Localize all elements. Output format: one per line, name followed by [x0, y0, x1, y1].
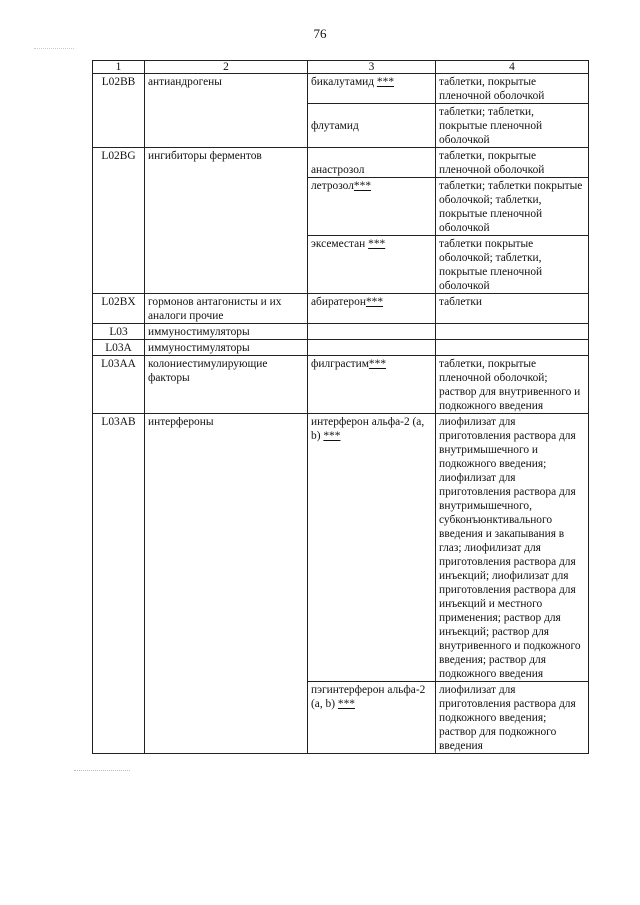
atc-group: гормонов антагонисты и их аналоги прочие — [145, 294, 308, 324]
dosage-form: таблетки, покрытые пленочной оболочкой; раствор для внутривенного и подкожного введения — [436, 356, 589, 414]
atc-code: L02BX — [93, 294, 145, 324]
stars-mark: *** — [376, 76, 395, 88]
atc-code: L03A — [93, 340, 145, 356]
dosage-form: таблетки; таблетки, покрытые пленочной оболочкой — [436, 104, 589, 148]
atc-code: L03 — [93, 324, 145, 340]
scan-artifact — [74, 770, 130, 771]
atc-group: иммуностимуляторы — [145, 340, 308, 356]
stars-mark: *** — [368, 358, 387, 370]
dosage-form: таблетки, покрытые пленочной оболочкой — [436, 148, 589, 178]
table-row — [93, 414, 589, 682]
table-header-row — [93, 61, 589, 74]
drug-label: флутамид — [311, 120, 359, 132]
scan-artifact — [34, 48, 74, 49]
drug-name — [308, 178, 436, 236]
atc-code: L03AA — [93, 356, 145, 414]
atc-group: иммуностимуляторы — [145, 324, 308, 340]
atc-code: L03AB — [93, 414, 145, 754]
drug-name — [308, 324, 436, 340]
atc-group: ингибиторы ферментов — [145, 148, 308, 294]
page-number: 76 — [313, 26, 327, 41]
atc-code: L02BB — [93, 74, 145, 148]
table-row — [93, 148, 589, 178]
atc-group: антиандрогены — [145, 74, 308, 148]
dosage-form: лиофилизат для приготовления раствора для внутримышечного и подкожного введения; лиофилизат для приготовления раствора для внутримышечного, субконъюнктивального введения и закапывания в глаз; лиофилизат для приготовления раствора для инъекций; лиофилизат для приготовления раствора для инъекций и местного применения; раствор для инъекций; раствор для внутривенного и подкожного введения; раствор для подкожного введения — [436, 414, 589, 682]
dosage-form — [436, 340, 589, 356]
dosage-form: лиофилизат для приготовления раствора для подкожного введения; раствор для подкожного введения — [436, 682, 589, 754]
drug-label: интерферон альфа-2 (a, b) — [311, 416, 425, 442]
drug-label: анастрозол — [311, 164, 365, 176]
atc-group: интерфероны — [145, 414, 308, 754]
column-header-4: 4 — [436, 61, 589, 74]
drug-label: бикалутамид — [311, 76, 375, 88]
table-row — [93, 340, 589, 356]
dosage-form: таблетки, покрытые пленочной оболочкой — [436, 74, 589, 104]
drug-name — [308, 236, 436, 294]
table-row — [93, 324, 589, 340]
dosage-form — [436, 324, 589, 340]
drug-name — [308, 340, 436, 356]
table-row — [93, 294, 589, 324]
stars-mark: *** — [353, 180, 372, 192]
stars-mark: *** — [365, 296, 384, 308]
table-row — [93, 356, 589, 414]
dosage-form: таблетки покрытые оболочкой; таблетки, покрытые пленочной оболочкой — [436, 236, 589, 294]
table-row — [93, 74, 589, 104]
drug-name — [308, 356, 436, 414]
drug-name — [308, 148, 436, 178]
drug-name — [308, 414, 436, 682]
drug-name — [308, 294, 436, 324]
drug-label: филграстим — [311, 358, 369, 370]
stars-mark: *** — [337, 698, 355, 710]
drug-name — [308, 104, 436, 148]
dosage-form: таблетки — [436, 294, 589, 324]
drug-label: пэгинтерферон альфа-2 (a, b) — [311, 684, 426, 710]
dosage-form: таблетки; таблетки покрытые оболочкой; таблетки, покрытые пленочной оболочкой — [436, 178, 589, 236]
drug-name — [308, 682, 436, 754]
drug-label: летрозол — [311, 180, 354, 192]
column-header-1: 1 — [93, 61, 145, 74]
stars-mark: *** — [323, 430, 341, 442]
drug-table — [92, 60, 589, 754]
atc-code: L02BG — [93, 148, 145, 294]
atc-group: колониестимулирующие факторы — [145, 356, 308, 414]
column-header-3: 3 — [308, 61, 436, 74]
drug-label: эксеместан — [311, 238, 366, 250]
drug-name — [308, 74, 436, 104]
column-header-2: 2 — [145, 61, 308, 74]
drug-label: абиратерон — [311, 296, 366, 308]
stars-mark: *** — [368, 238, 386, 250]
